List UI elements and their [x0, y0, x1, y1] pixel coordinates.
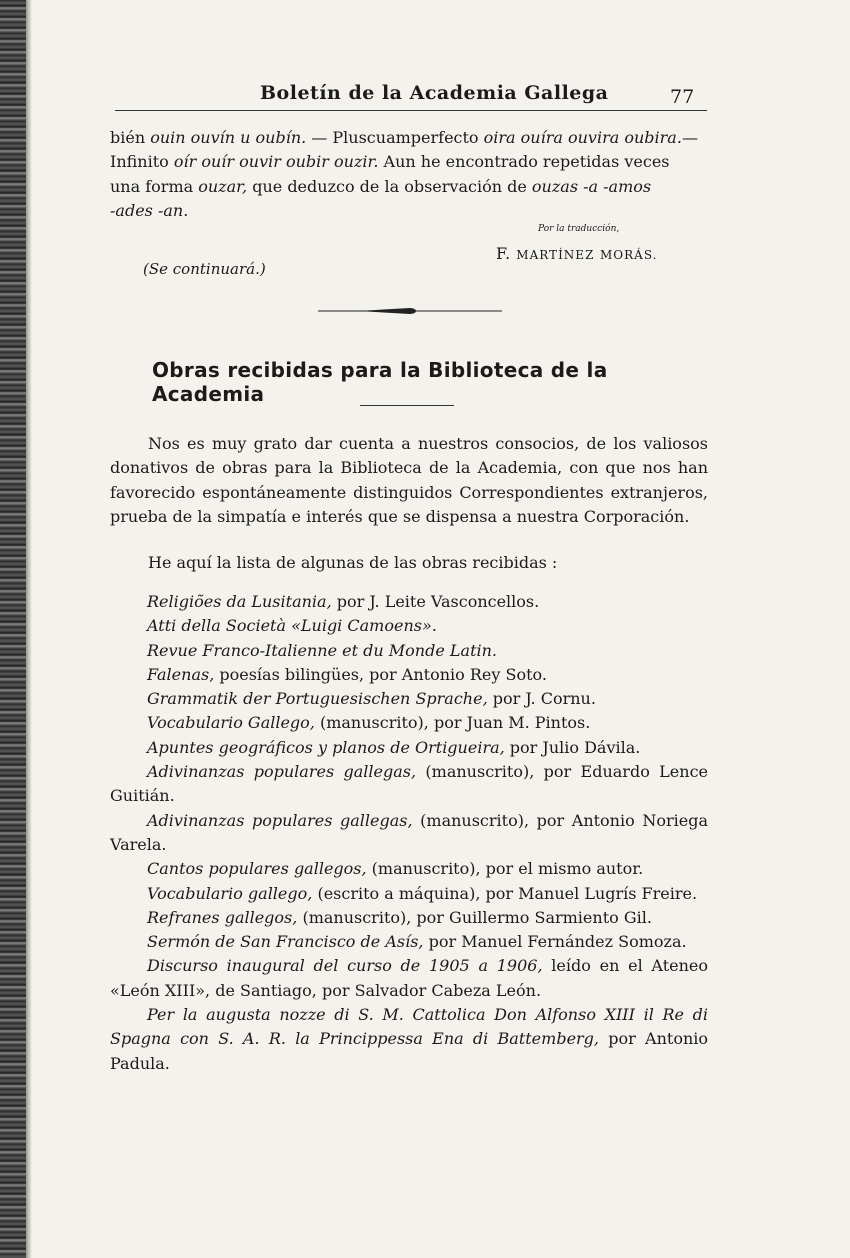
- running-header: [115, 78, 707, 112]
- work-detail: (manuscrito), por Eduardo Lence Guitián.: [110, 762, 709, 806]
- section-divider-ornament: [318, 304, 502, 318]
- verb-forms: ouzas -a -amos: [531, 176, 652, 196]
- journal-title: Boletín de la Academia Gallega: [260, 82, 609, 104]
- verb-forms: oír ouír ouvir oubir ouzir.: [173, 152, 379, 172]
- text-run: una forma: [110, 176, 199, 196]
- list-item: [110, 954, 708, 1003]
- work-detail: por Julio Dávila.: [504, 737, 641, 757]
- continued-note: (Se continuará.): [143, 260, 266, 278]
- verb-forms: ouin ouvín u oubín.: [150, 128, 307, 147]
- list-item: [110, 882, 708, 906]
- work-detail: leído en el Ateneo «León XIII», de Santiago, por Salvador Cabeza León.: [110, 956, 709, 1000]
- received-works-list: [110, 590, 708, 1076]
- continued-paragraph: [110, 126, 708, 223]
- translator-note: Por la traducción,: [538, 224, 620, 234]
- work-title: Revue Franco-Italienne et du Monde Latin.: [147, 640, 497, 660]
- signature: [496, 244, 657, 263]
- work-title: Adivinanzas populares gallegas,: [147, 810, 413, 830]
- text-run: que deduzco de la observación de: [247, 176, 532, 196]
- work-title: Adivinanzas populares gallegas,: [147, 762, 417, 782]
- list-item: [110, 857, 708, 881]
- work-title: Atti della Società «Luigi Camoens».: [147, 616, 437, 636]
- signature-initial: F.: [496, 244, 517, 263]
- intro-text: Nos es muy grato dar cuenta a nuestros consocios, de los valiosos donativos de obras para la Biblioteca de la Academia, con que nos han favorecido espontáneamente distinguidos Correspondientes extranjeros, prueba de la simpatía e interés que se dispensa a nuestra Corporación.: [110, 434, 708, 526]
- work-title: Religiões da Lusitania,: [147, 592, 332, 611]
- work-detail: por J. Leite Vasconcellos.: [331, 592, 540, 611]
- list-item: [110, 614, 708, 638]
- text-run: — Pluscuamperfecto: [306, 128, 484, 147]
- list-item: [110, 930, 708, 954]
- list-item: [110, 639, 708, 663]
- list-item: [110, 687, 708, 711]
- work-title: Grammatik der Portuguesischen Sprache,: [147, 689, 488, 709]
- list-item: [110, 663, 708, 687]
- section-title: Obras recibidas para la Biblioteca de la Academia: [152, 358, 608, 406]
- work-title: Sermón de San Francisco de Asís,: [147, 932, 424, 952]
- intro-paragraph: [110, 432, 708, 529]
- work-title: Cantos populares gallegos,: [147, 859, 367, 879]
- work-title: Per la augusta nozze di S. M. Cattolica Don Alfonso XIII il Re di Spagna con S. A. R. la Princippessa Ena di Battemberg,: [110, 1005, 708, 1049]
- list-item: [110, 736, 708, 760]
- page-number: 77: [670, 86, 695, 108]
- work-detail: (manuscrito), por el mismo autor.: [366, 859, 644, 879]
- work-detail: por Manuel Fernández Somoza.: [423, 932, 687, 952]
- title-rule: [360, 405, 454, 406]
- header-rule: [115, 110, 707, 111]
- list-item: [110, 1003, 708, 1076]
- work-title: Discurso inaugural del curso de 1905 a 1906,: [147, 956, 543, 976]
- text-run: —: [681, 128, 698, 147]
- text-run: Aun he encontrado repetidas veces: [378, 152, 670, 172]
- verb-forms: -ades -an.: [110, 200, 189, 220]
- work-detail: por Antonio Padula.: [110, 1029, 708, 1073]
- text-run: Infinito: [110, 152, 174, 172]
- verb-forms: oira ouíra ouvira oubira.: [483, 128, 682, 147]
- work-detail: (manuscrito), por Antonio Noriega Varela.: [110, 810, 708, 854]
- work-detail: (manuscrito), por Juan M. Pintos.: [314, 713, 591, 733]
- list-item: [110, 711, 708, 735]
- work-title: Falenas,: [147, 664, 215, 684]
- work-title: Apuntes geográficos y planos de Ortigueira,: [147, 737, 505, 757]
- list-item: [110, 760, 708, 809]
- verb-forms: ouzar,: [198, 176, 248, 196]
- work-detail: (escrito a máquina), por Manuel Lugrís Freire.: [312, 883, 698, 903]
- signature-surname: MARTÍNEZ: [516, 248, 595, 262]
- work-detail: por J. Cornu.: [487, 689, 596, 709]
- work-title: Vocabulario gallego,: [147, 883, 313, 903]
- text-run: bién: [110, 128, 151, 147]
- work-title: Vocabulario Gallego,: [147, 713, 315, 733]
- list-intro: He aquí la lista de algunas de las obras recibidas :: [148, 553, 558, 572]
- work-detail: poesías bilingües, por Antonio Rey Soto.: [214, 664, 547, 684]
- work-title: Refranes gallegos,: [147, 907, 298, 927]
- signature-surname: MORÁS.: [600, 248, 658, 262]
- list-item: [110, 809, 708, 858]
- list-item: [110, 590, 708, 614]
- list-item: [110, 906, 708, 930]
- work-detail: (manuscrito), por Guillermo Sarmiento Gil.: [297, 907, 652, 927]
